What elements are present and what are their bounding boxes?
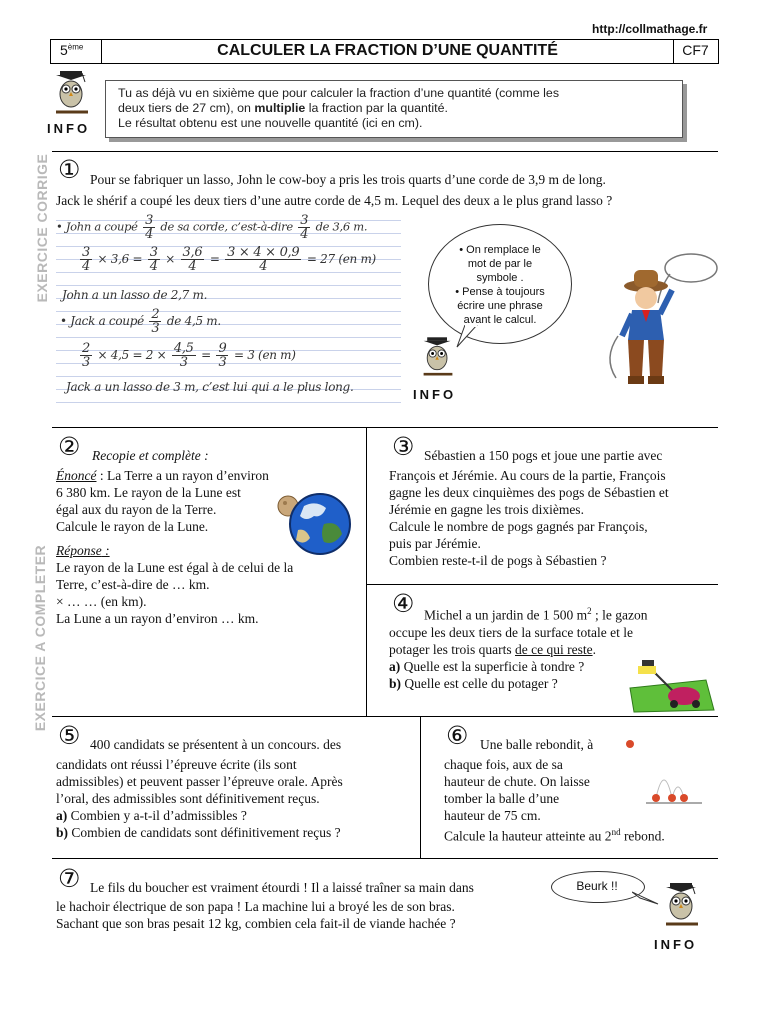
ex7-text-1: Le fils du boucher est vraiment étourdi ! Il a laissé traîner sa main dans: [90, 880, 474, 895]
ex1-statement-2: Jack le shérif a coupé les deux tiers d’une autre corde de 4,5 m. Lequel des deux a le plus grand lasso ?: [56, 193, 613, 208]
ex7-text: le hachoir électrique de son papa ! La machine lui a broyé les de son bras. Sachant que son bras pesait 12 kg, combien cela fait-il de viande hachée ?: [56, 899, 456, 931]
ex4-text: occupe les deux tiers de la surface totale et le potager les trois quarts de ce qui reste. a) Quelle est la superficie à tondre ? b) Quelle est celle du potager ?: [389, 625, 634, 691]
exclaim-text: Beurk !!: [576, 879, 618, 893]
exercise-number-7: ⑦: [58, 864, 81, 893]
side-label-corrige: EXERCICE CORRIGE: [34, 153, 50, 303]
owl-icon: [662, 880, 702, 937]
ex4-text-1: Michel a un jardin de 1 500 $m^2$ ; le gazon: [424, 606, 648, 623]
info-label: INFO: [413, 387, 457, 402]
sheet-code: CF7: [682, 42, 709, 58]
owl-icon: [420, 332, 456, 389]
owl-icon: [52, 68, 92, 125]
exercise-number-3: ③: [392, 432, 415, 461]
ex2-enonce: Énoncé : La Terre a un rayon d’environ 6 380 km. Le rayon de la Lune est égal aux du rayon de la Terre. Calcule le rayon de la Lune.: [56, 468, 269, 534]
ex3-text-1: Sébastien a 150 pogs et joue une partie avec: [424, 448, 663, 463]
exercise-number-4: ④: [392, 589, 415, 618]
handwritten-solution: • John a coupé $\frac{3}{4}$ de sa corde, c’est-à-dire $\frac{3}{4}$ de 3,6 m. $\frac{3}{4}$ × 3,6 = $\frac{3}{4}$ × $\frac{3,6}{4}$ = $\frac{3 \times 4 \times 0,9}{4}$ = 27 (en m) John a un lasso de 2,7 m. • Jack a coupé $\frac{2}{3}$ de 4,5 m. $\frac{2}{3}$ × 4,5 = 2 × $\frac{4,5}{3}$ = $\frac{9}{3}$ = 3 (en m) Jack a un lasso de 3 m, c’est lui qui a le plus long.: [56, 208, 401, 408]
exercise-number-2: ②: [58, 432, 81, 461]
ex2-heading: Recopie et complète :: [92, 448, 209, 463]
exercise-number-6: ⑥: [446, 721, 469, 750]
info-text: Tu as déjà vu en sixième que pour calculer la fraction d’une quantité (comme les deux tiers de 27 cm), on multiplie la fraction par la quantité. Le résultat obtenu est une nouvelle quantité (ici en cm).: [118, 86, 560, 130]
divider: [52, 151, 718, 152]
tip-text: • On remplace le mot de par le symbole . • Pense à toujours écrire une phrase avant le calcul.: [455, 244, 545, 326]
ex2-reponse: Réponse : Le rayon de la Lune est égal à de celui de la Terre, c’est-à-dire de … km. × … … (en km). La Lune a un rayon d’environ … km.: [56, 543, 294, 626]
info-label: INFO: [47, 121, 91, 136]
side-label-completer: EXERCICE A COMPLETER: [32, 544, 48, 732]
ex6-text: chaque fois, aux de sa hauteur de chute. On laisse tomber la balle d’une hauteur de 75 cm. Calcule la hauteur atteinte au 2nd rebond.: [444, 757, 665, 844]
exercise-number-1: ①: [58, 155, 81, 184]
page-title: CALCULER LA FRACTION D’UNE QUANTITÉ: [217, 42, 558, 59]
lawnmower-icon: [626, 658, 716, 719]
divider: [366, 584, 718, 585]
source-url[interactable]: http://collmathage.fr: [592, 22, 708, 36]
ex5-text: candidats ont réussi l’épreuve écrite (ils sont admissibles) et peuvent passer l’épreuve orale. Après l’oral, des admissibles sont définitivement reçus. a) Combien y a-t-il d’admissibles ? b) Combien de candidats sont définitivement reçus ?: [56, 757, 343, 840]
bouncing-ball-icon: [620, 736, 704, 811]
exercise-number-5: ⑤: [58, 721, 81, 750]
divider: [52, 427, 718, 428]
bubble-tail: [455, 325, 485, 350]
divider: [52, 858, 718, 859]
ex1-statement: Pour se fabriquer un lasso, John le cow-boy a pris les trois quarts d’une corde de 3,9 m de long.: [90, 172, 606, 187]
level-label: 5ème: [60, 42, 84, 58]
ex3-text: François et Jérémie. Au cours de la partie, François gagne les deux cinquièmes des pogs de Sébastien et Jérémie en gagne les trois dixièmes. Calcule le nombre de pogs gagnés par François, puis par Jérémie. Combien reste-t-il de pogs à Sébastien ?: [389, 468, 669, 568]
ex5-text-1: 400 candidats se présentent à un concours. des: [90, 737, 342, 752]
ex6-text-1: Une balle rebondit, à: [480, 737, 594, 752]
cowboy-icon: [598, 248, 720, 398]
divider: [52, 716, 718, 717]
info-label: INFO: [654, 937, 698, 952]
